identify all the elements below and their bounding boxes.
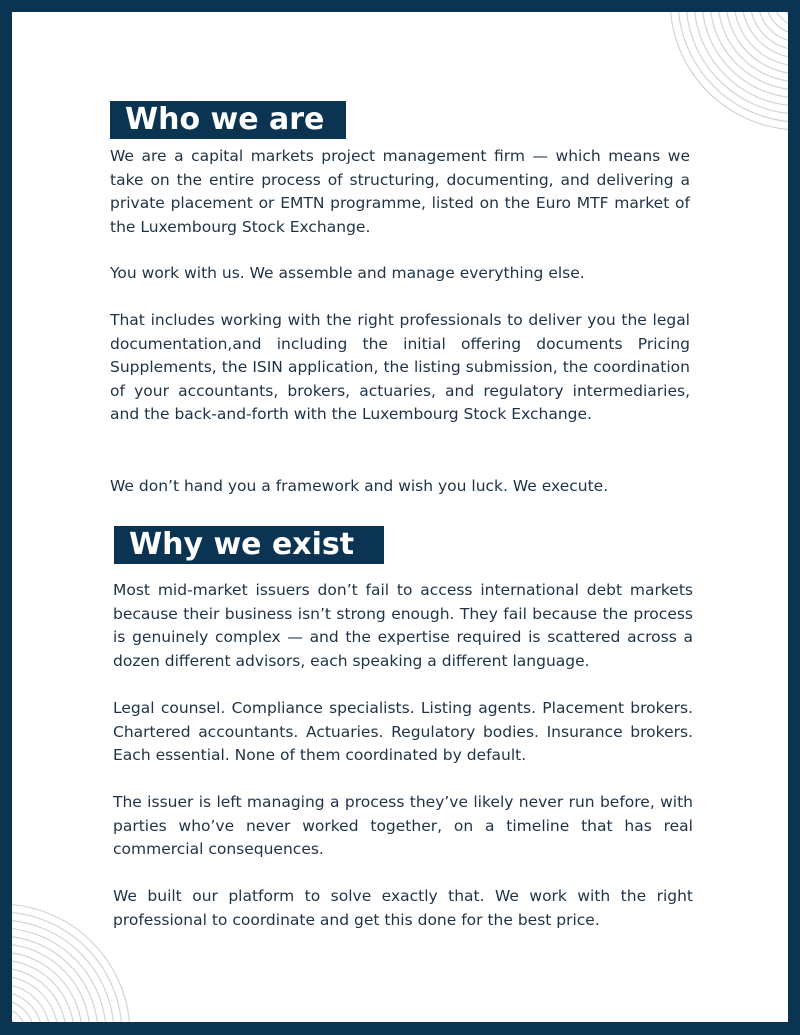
why-we-exist-paragraph [113, 885, 693, 932]
paragraph-text: That includes working with the right professionals to deliver you the legal documentation,and including the initial offering documents Pricing Supplements, the ISIN application, the listing submission, the coordination of your accountants, brokers, actuaries, and regulatory intermediaries, and the back-and-forth with the Luxembourg Stock Exchange. [110, 311, 690, 423]
why-we-exist-paragraph [113, 579, 693, 673]
paragraph-text: You work with us. We assemble and manage everything else. [110, 264, 585, 282]
who-we-are-paragraph [110, 145, 690, 239]
why-we-exist-paragraph [113, 791, 693, 862]
why-we-exist-paragraph [113, 697, 693, 768]
paragraph-text: We built our platform to solve exactly that. We work with the right professional to coordinate and get this done for the best price. [113, 887, 693, 929]
paragraph-text: We don’t hand you a framework and wish you luck. We execute. [110, 477, 609, 495]
paragraph-text: We are a capital markets project management firm — which means we take on the entire process of structuring, documenting, and delivering a private placement or EMTN programme, listed on the Euro MTF market of the Luxembourg Stock Exchange. [110, 147, 690, 236]
who-we-are-paragraph [110, 309, 690, 427]
who-we-are-heading: Who we are [110, 101, 346, 139]
who-we-are-paragraph [110, 262, 690, 286]
concentric-arcs-decoration-bottom-left [12, 844, 130, 1022]
why-we-exist-heading: Why we exist [114, 526, 384, 564]
concentric-arcs-decoration-top-right [670, 12, 788, 150]
document-sheet [12, 12, 788, 1022]
paragraph-text: The issuer is left managing a process they’ve likely never run before, with parties who’ve never worked together, on a timeline that has real commercial consequences. [113, 793, 693, 858]
who-we-are-paragraph [110, 475, 690, 499]
paragraph-text: Legal counsel. Compliance specialists. Listing agents. Placement brokers. Chartered accountants. Actuaries. Regulatory bodies. Insurance brokers. Each essential. None of them coordinated by default. [113, 699, 693, 764]
paragraph-text: Most mid-market issuers don’t fail to access international debt markets because their business isn’t strong enough. They fail because the process is genuinely complex — and the expertise required is scattered across a dozen different advisors, each speaking a different language. [113, 581, 693, 670]
